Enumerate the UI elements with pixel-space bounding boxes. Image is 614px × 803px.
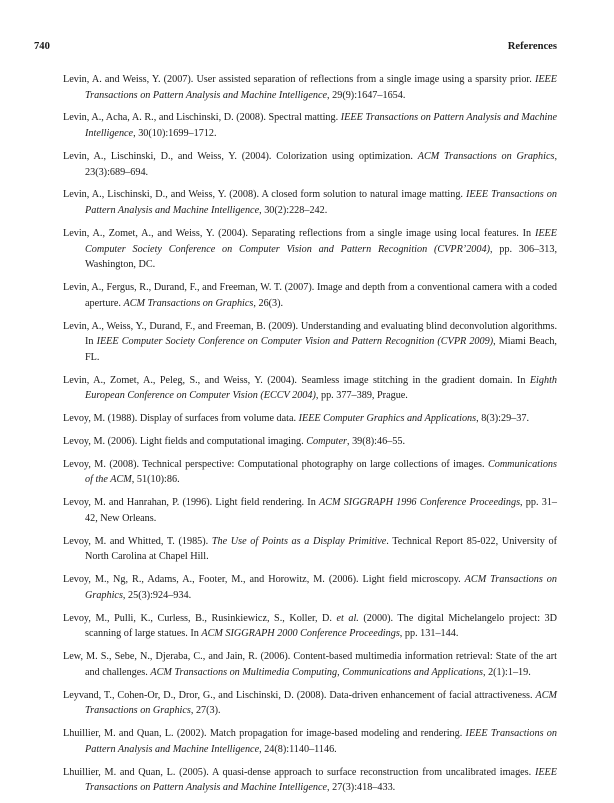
reference-text: Lhuillier, M. and Quan, L. (2002). Match propagation for image-based modeling and rendering.	[63, 728, 466, 740]
reference-text: , 27(3):418–433.	[327, 782, 396, 794]
reference-text: Lew, M. S., Sebe, N., Djeraba, C., and Jain, R. (2006). Content-based multimedia information retrieval: State of the art and challenges.	[63, 651, 557, 678]
reference-entry	[63, 411, 557, 427]
reference-venue: IEEE Computer Graphics and Applications	[298, 413, 477, 425]
reference-text: Levin, A., Zomet, A., and Weiss, Y. (2004). Separating reflections from a single image using local features. In	[63, 227, 535, 239]
reference-text: , 25(3):924–934.	[122, 589, 192, 601]
reference-venue: ACM SIGGRAPH 1996 Conference Proceedings	[319, 497, 521, 509]
reference-text: , Miami Beach, FL.	[85, 336, 557, 363]
reference-text: . Technical Report 85-022, University of North Carolina at Chapel Hill.	[85, 535, 557, 563]
reference-entry	[63, 688, 557, 719]
reference-venue: et al.	[336, 612, 359, 624]
reference-entry	[63, 319, 557, 366]
reference-text: , pp. 306–313, Washington, DC.	[85, 243, 558, 271]
reference-text: , 39(8):46–55.	[346, 435, 405, 447]
reference-text: , 8(3):29–37.	[476, 413, 530, 425]
reference-text: , pp. 131–144.	[399, 628, 459, 640]
reference-text: , 2(1):1–19.	[482, 666, 531, 678]
running-header	[34, 41, 557, 52]
reference-text: , pp. 377–389, Prague.	[315, 390, 408, 402]
reference-venue: Eighth European Conference on Computer Vision (ECCV 2004)	[85, 374, 557, 402]
reference-entry	[63, 226, 557, 273]
reference-entry	[63, 72, 557, 103]
reference-venue: IEEE Transactions on Pattern Analysis and Machine Intelligence	[85, 766, 557, 794]
reference-venue: ACM Transactions on Multimedia Computing, Communications and Applications	[150, 666, 483, 678]
reference-entry	[63, 765, 557, 796]
reference-entry	[63, 110, 557, 141]
reference-text: Levin, A., Fergus, R., Durand, F., and Freeman, W. T. (2007). Image and depth from a conventional camera with a coded aperture.	[63, 282, 557, 309]
reference-entry	[63, 434, 557, 450]
reference-text: (2000). The digital Michelangelo project: 3D scanning of large statues. In	[85, 612, 558, 640]
reference-entry	[63, 495, 557, 526]
section-title: References	[507, 41, 557, 52]
reference-text: Levoy, M., Pulli, K., Curless, B., Rusinkiewicz, S., Koller, D.	[63, 612, 337, 624]
reference-text: Levoy, M. and Hanrahan, P. (1996). Light field rendering. In	[63, 497, 319, 509]
reference-entry	[63, 457, 557, 488]
reference-text: , 51(10):86.	[131, 474, 180, 486]
page-number: 740	[34, 41, 50, 52]
reference-text: Levin, A., Zomet, A., Peleg, S., and Weiss, Y. (2004). Seamless image stitching in the gradient domain. In	[63, 374, 530, 386]
reference-text: , 27(3).	[190, 705, 221, 717]
reference-entry	[63, 373, 557, 404]
reference-text: Levin, A., Lischinski, D., and Weiss, Y. (2004). Colorization using optimization.	[63, 150, 418, 162]
reference-venue: IEEE Computer Society Conference on Computer Vision and Pattern Recognition (CVPR’2004)	[85, 227, 557, 255]
reference-text: , 26(3).	[253, 297, 284, 309]
reference-venue: Computer	[306, 435, 347, 447]
reference-venue: ACM Transactions on Graphics	[85, 574, 557, 601]
reference-venue: ACM Transactions on Graphics	[85, 689, 557, 717]
reference-venue: IEEE Computer Society Conference on Computer Vision and Pattern Recognition (CVPR 2009)	[96, 336, 494, 348]
reference-text: Levin, A., Weiss, Y., Durand, F., and Freeman, B. (2009). Understanding and evaluating blind deconvolution algorithms. In	[63, 320, 557, 348]
reference-entry	[63, 649, 557, 680]
reference-text: Levin, A. and Weiss, Y. (2007). User assisted separation of reflections from a single image using a sparsity prior.	[63, 74, 535, 85]
reference-venue: ACM SIGGRAPH 2000 Conference Proceedings	[201, 628, 400, 640]
reference-entry	[63, 726, 557, 757]
reference-entry	[63, 149, 557, 180]
reference-text: , 30(10):1699–1712.	[133, 128, 217, 140]
reference-venue: ACM Transactions on Graphics	[123, 297, 254, 309]
reference-entry	[63, 187, 557, 218]
reference-text: Levoy, M. (2006). Light fields and computational imaging.	[63, 435, 307, 447]
reference-text: , 30(2):228–242.	[259, 205, 328, 217]
reference-venue: IEEE Transactions on Pattern Analysis and Machine Intelligence	[85, 112, 557, 140]
reference-venue: IEEE Transactions on Pattern Analysis and Machine Intelligence	[85, 728, 557, 755]
reference-text: , 29(9):1647–1654.	[327, 89, 406, 101]
reference-venue: ACM Transactions on Graphics	[417, 150, 555, 162]
reference-text: , 24(8):1140–1146.	[259, 743, 337, 755]
reference-entry	[63, 534, 557, 565]
reference-venue: The Use of Points as a Display Primitive	[211, 535, 387, 547]
reference-text: Levoy, M. (1988). Display of surfaces from volume data.	[63, 413, 299, 425]
reference-entry	[63, 572, 557, 603]
reference-entry	[63, 280, 557, 311]
reference-entry	[63, 611, 557, 642]
reference-text: , 23(3):689–694.	[85, 150, 557, 178]
reference-venue: IEEE Transactions on Pattern Analysis and Machine Intelligence	[85, 189, 557, 217]
reference-text: , pp. 31–42, New Orleans.	[85, 497, 558, 524]
reference-text: Levoy, M. (2008). Technical perspective: Computational photography on large collections of images.	[63, 458, 488, 470]
reference-text: Lhuillier, M. and Quan, L. (2005). A quasi-dense approach to surface reconstruction from uncalibrated images.	[63, 766, 535, 778]
reference-text: Levin, A., Lischinski, D., and Weiss, Y. (2008). A closed form solution to natural image matting.	[63, 189, 467, 201]
reference-text: Levoy, M., Ng, R., Adams, A., Footer, M., and Horowitz, M. (2006). Light field microscopy.	[63, 574, 465, 586]
reference-text: Leyvand, T., Cohen-Or, D., Dror, G., and Lischinski, D. (2008). Data-driven enhancement of facial attractiveness.	[63, 689, 536, 701]
reference-venue: IEEE Transactions on Pattern Analysis and Machine Intelligence	[85, 74, 557, 101]
reference-list	[63, 72, 557, 803]
reference-text: Levin, A., Acha, A. R., and Lischinski, D. (2008). Spectral matting.	[63, 112, 341, 124]
reference-text: Levoy, M. and Whitted, T. (1985).	[63, 535, 212, 547]
reference-venue: Communications of the ACM	[85, 458, 557, 486]
